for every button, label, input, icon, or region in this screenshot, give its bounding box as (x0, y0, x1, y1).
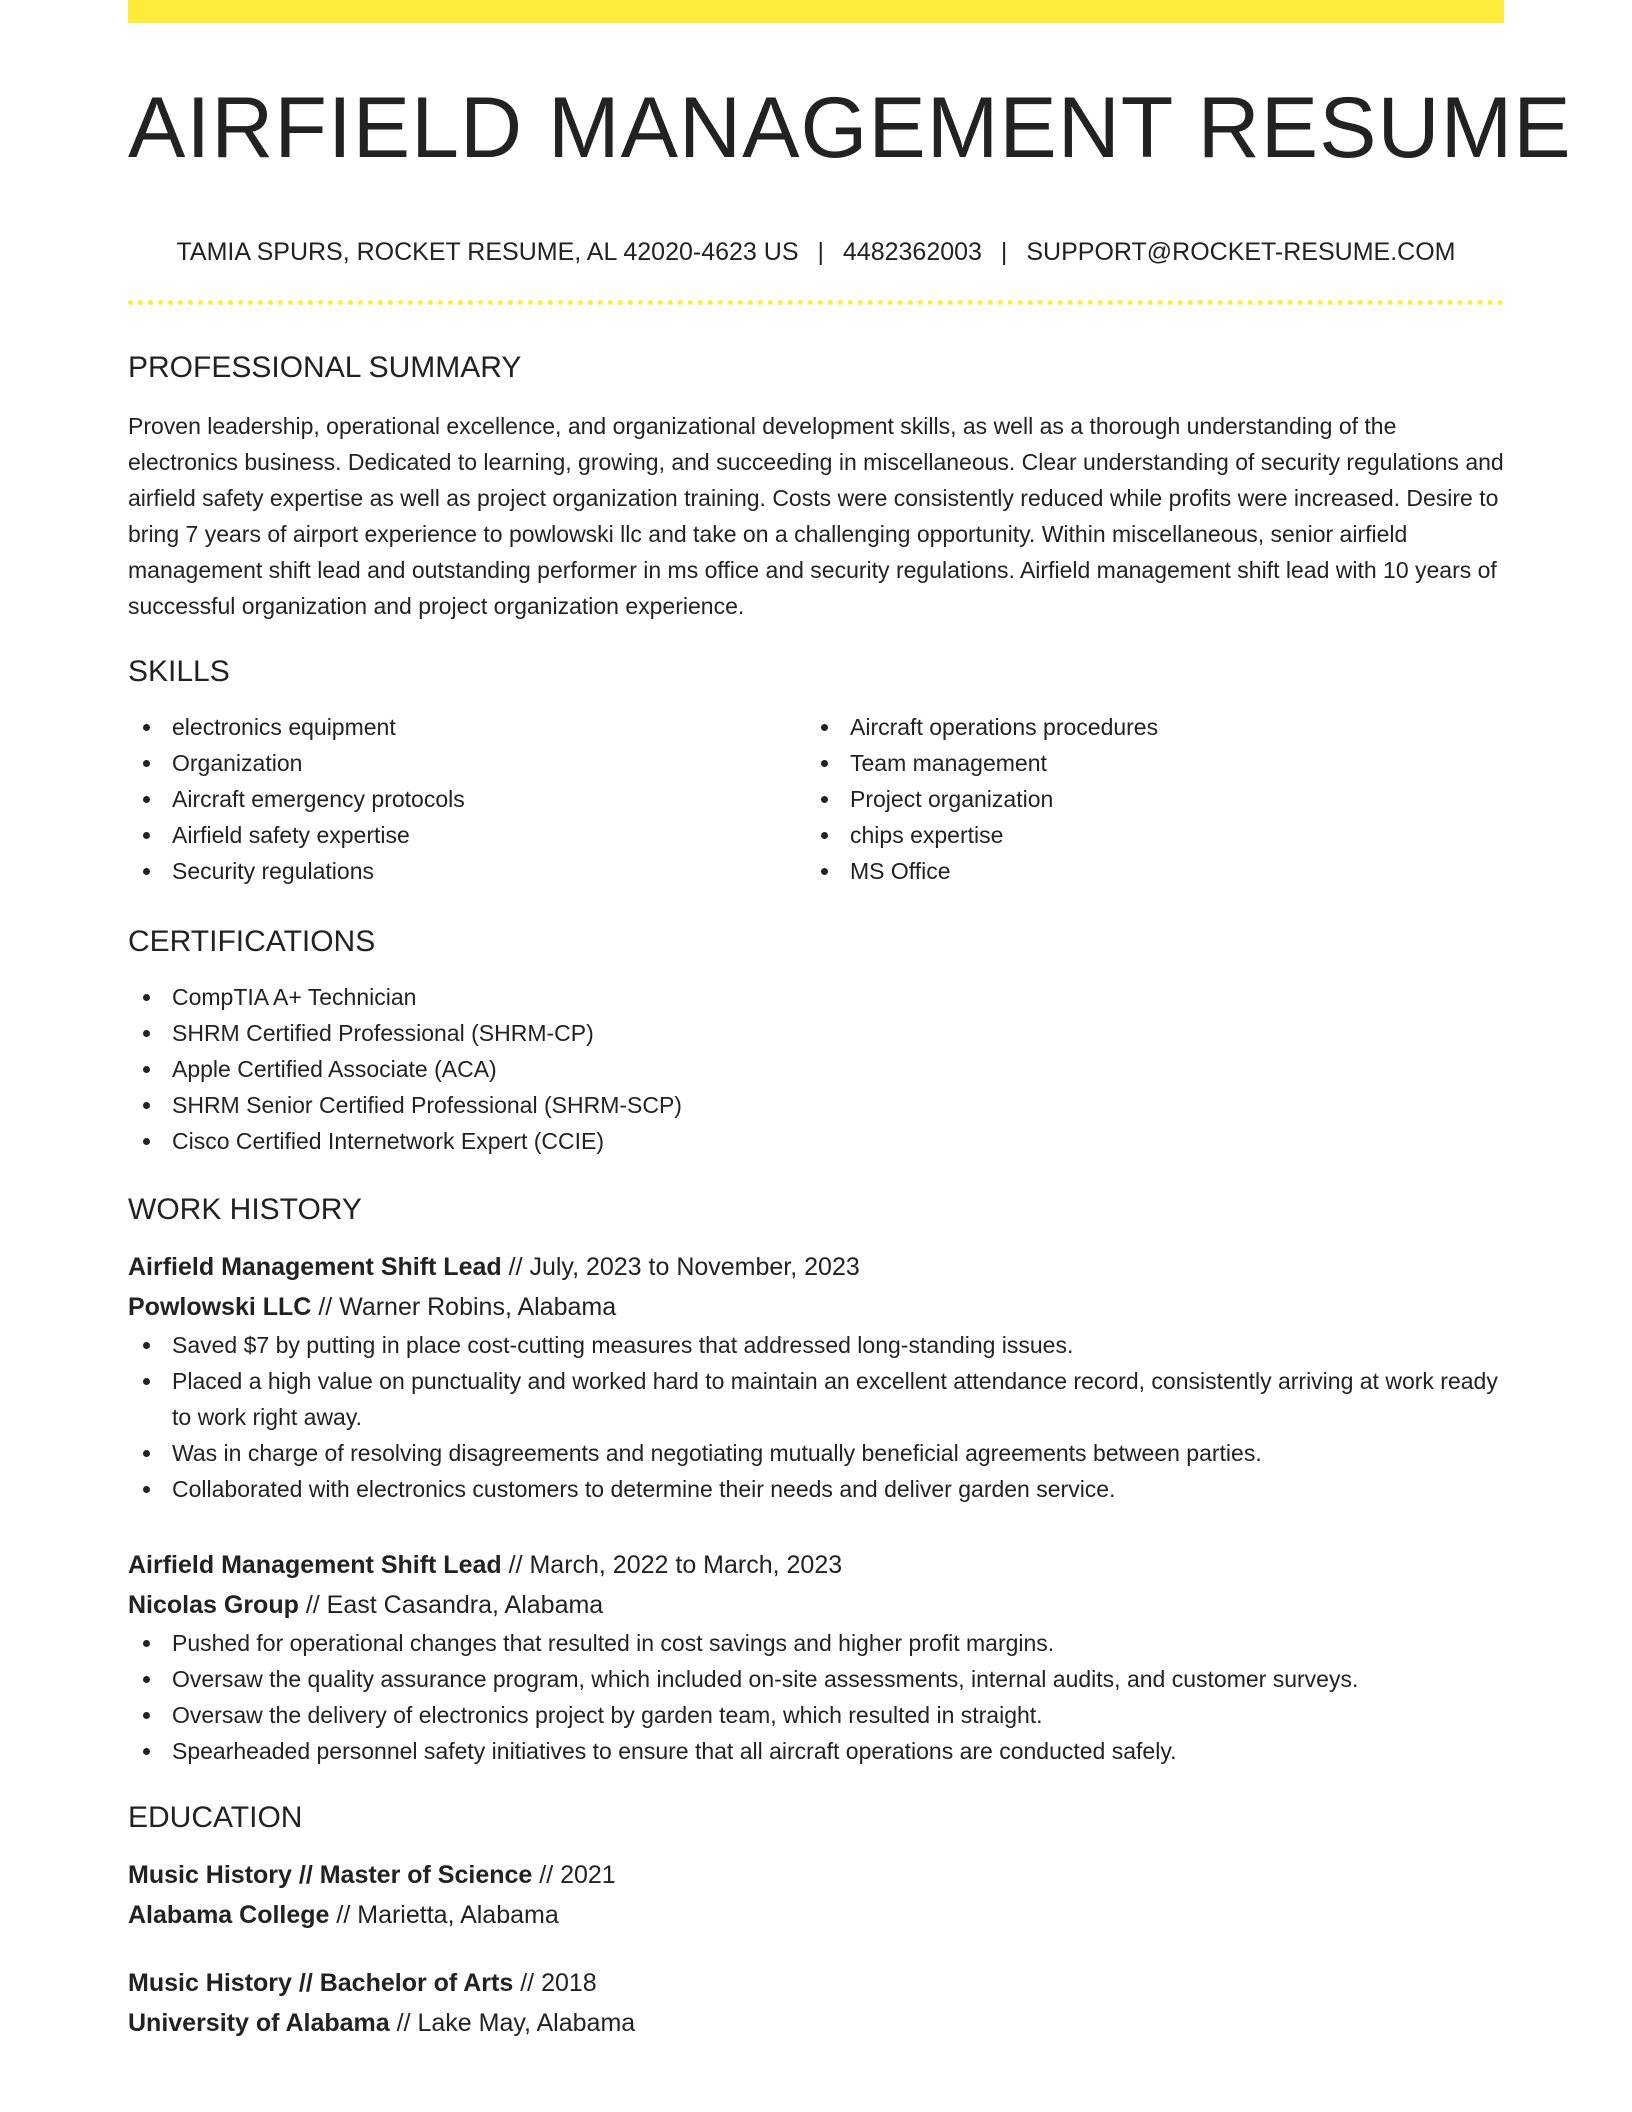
dotted-divider (128, 300, 1504, 305)
certification-item: SHRM Certified Professional (SHRM-CP) (128, 1015, 1504, 1051)
education-location: // Marietta, Alabama (336, 1901, 559, 1929)
summary-heading: PROFESSIONAL SUMMARY (128, 351, 522, 384)
skills-list-right (806, 709, 1484, 889)
job-bullet: Pushed for operational changes that resulted in cost savings and higher profit margins. (128, 1625, 1504, 1661)
education-year: // 2021 (539, 1861, 616, 1889)
job-bullet: Saved $7 by putting in place cost-cutting measures that addressed long-standing issues. (128, 1327, 1504, 1363)
job-title-line (128, 1247, 1504, 1287)
education-degree-line (128, 1963, 1504, 2003)
education-entry (128, 1855, 1504, 1935)
skills-list-left (128, 709, 806, 889)
contact-separator: | (817, 238, 824, 266)
job-company: Nicolas Group (128, 1591, 299, 1619)
skill-item: Project organization (806, 781, 1484, 817)
contact-address: TAMIA SPURS, ROCKET RESUME, AL 42020-4623 US (176, 238, 799, 266)
job-dates: // July, 2023 to November, 2023 (508, 1253, 860, 1281)
job-location: // Warner Robins, Alabama (318, 1293, 617, 1321)
skill-item: MS Office (806, 853, 1484, 889)
job-bullet: Placed a high value on punctuality and worked hard to maintain an excellent attendance record, consistently arriving at work ready to work right away. (128, 1363, 1504, 1435)
education-school: Alabama College (128, 1901, 330, 1929)
contact-email: SUPPORT@ROCKET-RESUME.COM (1026, 238, 1456, 266)
job-location: // East Casandra, Alabama (305, 1591, 604, 1619)
job-bullet: Spearheaded personnel safety initiatives to ensure that all aircraft operations are conducted safely. (128, 1733, 1504, 1769)
certification-item: Apple Certified Associate (ACA) (128, 1051, 1504, 1087)
education-school: University of Alabama (128, 2009, 390, 2037)
job-entry (128, 1545, 1504, 1769)
education-degree-line (128, 1855, 1504, 1895)
skill-item: Aircraft emergency protocols (128, 781, 806, 817)
job-bullet: Was in charge of resolving disagreements and negotiating mutually beneficial agreements between parties. (128, 1435, 1504, 1471)
skills-heading: SKILLS (128, 655, 230, 688)
contact-phone: 4482362003 (842, 238, 982, 266)
skill-item: Security regulations (128, 853, 806, 889)
accent-top-bar (128, 0, 1504, 23)
certification-item: CompTIA A+ Technician (128, 979, 1504, 1015)
education-heading: EDUCATION (128, 1801, 303, 1834)
job-company: Powlowski LLC (128, 1293, 312, 1321)
page-title: AIRFIELD MANAGEMENT RESUME (128, 80, 1572, 176)
skill-item: chips expertise (806, 817, 1484, 853)
education-entry (128, 1963, 1504, 2043)
skill-item: Team management (806, 745, 1484, 781)
education-year: // 2018 (520, 1969, 597, 1997)
certifications-heading: CERTIFICATIONS (128, 925, 376, 958)
job-entry (128, 1247, 1504, 1507)
education-degree: Music History // Master of Science (128, 1861, 533, 1889)
skill-item: Airfield safety expertise (128, 817, 806, 853)
job-bullet: Oversaw the quality assurance program, which included on-site assessments, internal audits, and customer surveys. (128, 1661, 1504, 1697)
skill-item: electronics equipment (128, 709, 806, 745)
job-title: Airfield Management Shift Lead (128, 1551, 502, 1579)
skills-grid (128, 709, 1504, 889)
skill-item: Organization (128, 745, 806, 781)
certification-item: SHRM Senior Certified Professional (SHRM-SCP) (128, 1087, 1504, 1123)
education-degree: Music History // Bachelor of Arts (128, 1969, 514, 1997)
skill-item: Aircraft operations procedures (806, 709, 1484, 745)
job-bullet: Collaborated with electronics customers to determine their needs and deliver garden service. (128, 1471, 1504, 1507)
education-location: // Lake May, Alabama (396, 2009, 636, 2037)
certifications-list (128, 979, 1504, 1159)
contact-separator: | (1000, 238, 1008, 266)
education-school-line (128, 1895, 1504, 1935)
job-bullet: Oversaw the delivery of electronics project by garden team, which resulted in straight. (128, 1697, 1504, 1733)
resume-page (128, 0, 1572, 2043)
job-bullets (128, 1625, 1504, 1769)
summary-text: Proven leadership, operational excellence, and organizational development skills, as well as a thorough understanding of the electronics business. Dedicated to learning, growing, and succeeding in miscellaneous. Clear understanding of security regulations and airfield safety expertise as well as project organization training. Costs were consistently reduced while profits were increased. Desire to bring 7 years of airport experience to powlowski llc and take on a challenging opportunity. Within miscellaneous, senior airfield management shift lead and outstanding performer in ms office and security regulations. Airfield management shift lead with 10 years of successful organization and project organization experience. (128, 413, 1504, 619)
contact-line (128, 237, 1504, 267)
job-bullets (128, 1327, 1504, 1507)
certification-item: Cisco Certified Internetwork Expert (CCIE) (128, 1123, 1504, 1159)
job-company-line (128, 1585, 1504, 1625)
skills-column-right (806, 709, 1484, 889)
job-title-line (128, 1545, 1504, 1585)
job-dates: // March, 2022 to March, 2023 (508, 1551, 843, 1579)
skills-column-left (128, 709, 806, 889)
job-company-line (128, 1287, 1504, 1327)
education-school-line (128, 2003, 1504, 2043)
work-history-heading: WORK HISTORY (128, 1193, 362, 1226)
job-title: Airfield Management Shift Lead (128, 1253, 502, 1281)
